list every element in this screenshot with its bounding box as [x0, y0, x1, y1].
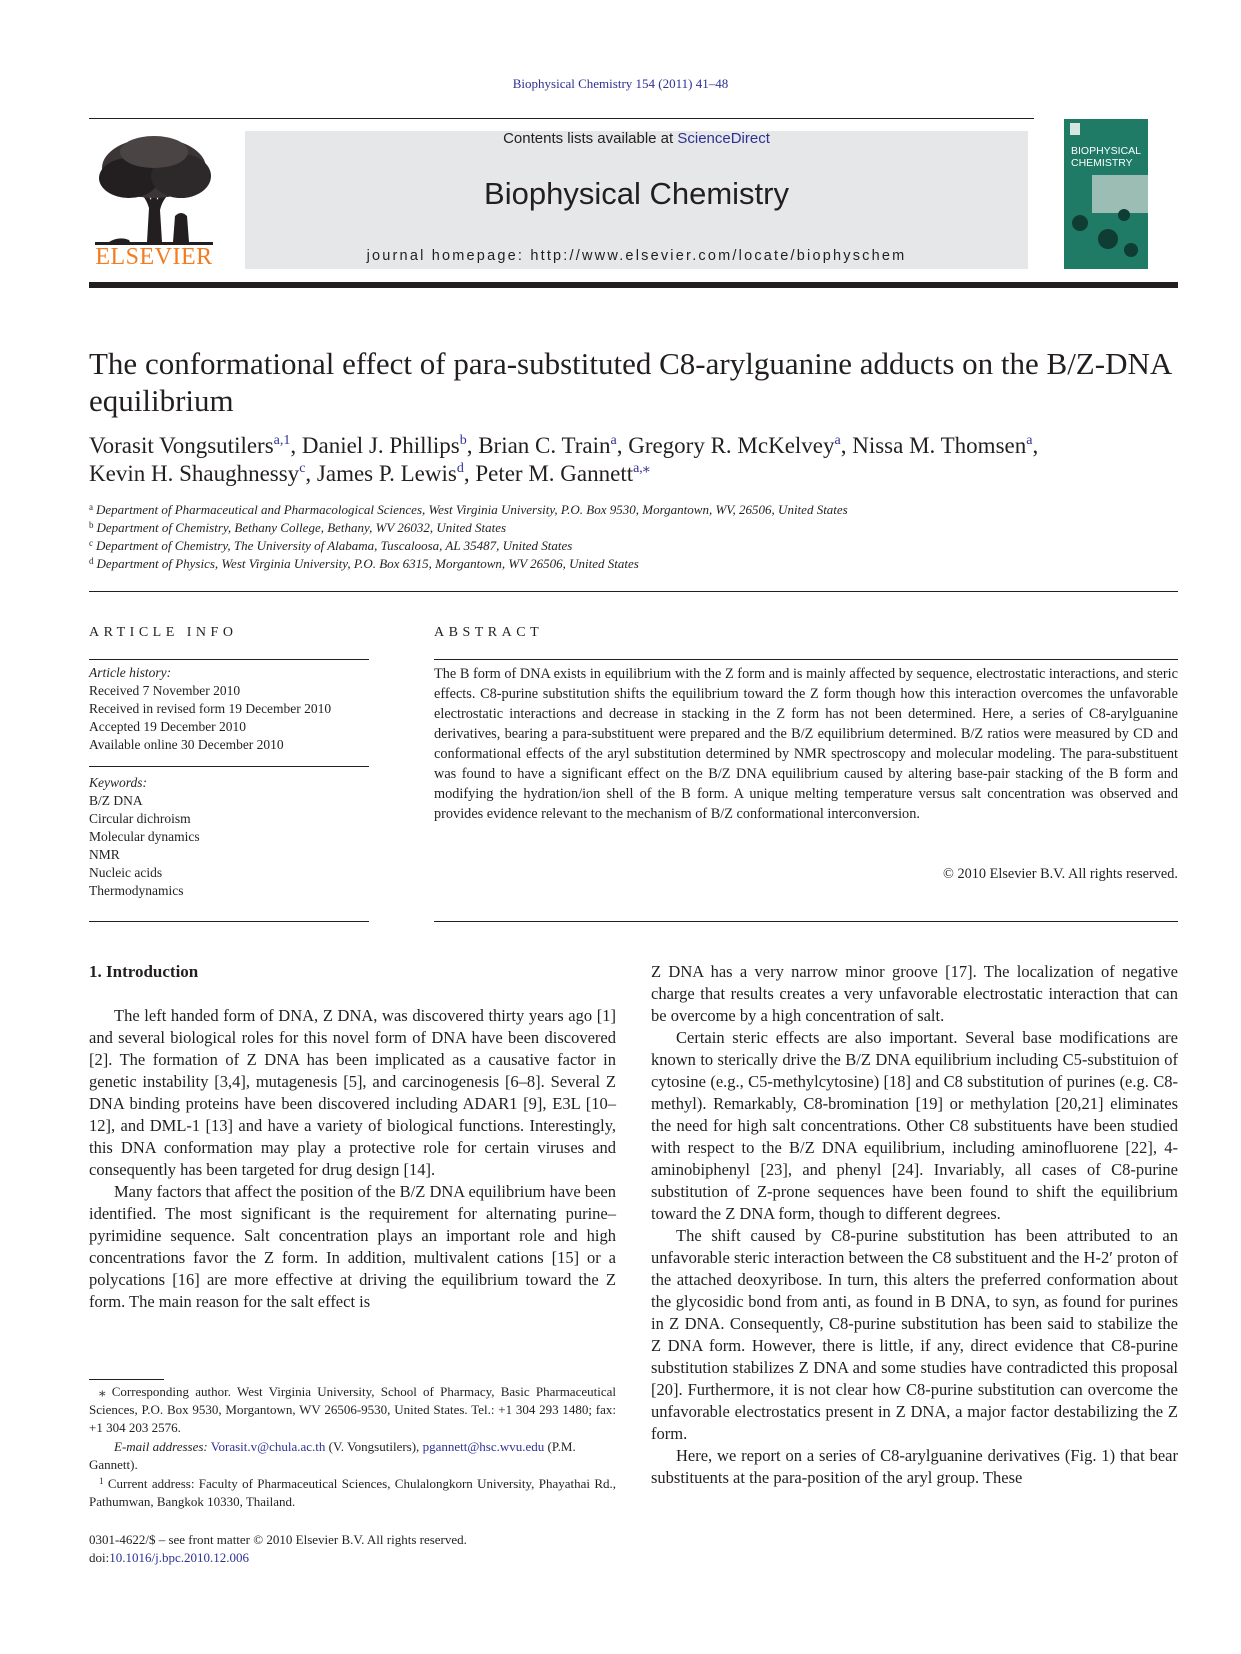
footnote-marker: 1 — [99, 1476, 104, 1486]
article-title: The conformational effect of para-substituted C8-arylguanine adducts on the B/Z-DNA equilibrium — [89, 346, 1171, 418]
body-paragraph: Many factors that affect the position of the B/Z DNA equilibrium have been identified. The most significant is the requirement for alternating purine–pyrimidine sequence. Salt concentration plays an important role and high concentrations favor the Z form. In addition, multivalent cations [15] or a polycations [16] are more effective at driving the equilibrium toward the Z form. The main reason for the salt effect is — [89, 1182, 616, 1311]
author-separator: , — [1032, 433, 1039, 458]
keywords-label: Keywords: — [89, 775, 147, 790]
author-separator: , — [305, 461, 317, 486]
author-affiliation-marker[interactable]: c — [299, 461, 306, 476]
keywords-rule — [89, 766, 369, 767]
abstract-heading: ABSTRACT — [434, 625, 544, 640]
article-info-heading: ARTICLE INFO — [89, 625, 238, 640]
author-affiliation-marker[interactable]: b — [459, 433, 467, 448]
body-column-right — [651, 961, 1178, 1489]
email-label: E-mail addresses: — [114, 1439, 208, 1454]
cover-sphere-icon — [1098, 229, 1118, 249]
current-address-note — [89, 1475, 616, 1511]
cover-sphere-icon — [1124, 243, 1138, 257]
keyword-item: Thermodynamics — [89, 883, 184, 898]
affiliation-list — [89, 501, 1178, 573]
email-link[interactable]: pgannett@hsc.wvu.edu — [422, 1439, 545, 1454]
author-affiliation-marker[interactable]: d — [456, 461, 464, 476]
keyword-item: B/Z DNA — [89, 793, 143, 808]
affiliation-item — [89, 555, 1178, 573]
section-heading-introduction: 1. Introduction — [89, 962, 199, 981]
author-name: James P. Lewis — [316, 461, 457, 486]
keyword-item: Circular dichroism — [89, 811, 191, 826]
contents-line — [245, 130, 1028, 147]
contents-prefix: Contents lists available at — [503, 130, 678, 147]
front-matter — [89, 1531, 689, 1567]
keyword-item: NMR — [89, 847, 120, 862]
affiliation-item — [89, 519, 1178, 537]
keyword-item: Nucleic acids — [89, 865, 163, 880]
sciencedirect-link[interactable]: ScienceDirect — [677, 130, 770, 147]
author-name: Kevin H. Shaughnessy — [89, 461, 300, 486]
article-info-rule — [89, 659, 369, 660]
email-link[interactable]: Vorasit.v@chula.ac.th — [210, 1439, 326, 1454]
affiliation-text: Department of Chemistry, Bethany College, Bethany, WV 26032, United States — [96, 520, 507, 535]
doi-link[interactable]: 10.1016/j.bpc.2010.12.006 — [109, 1550, 249, 1565]
elsevier-logo[interactable] — [89, 130, 219, 270]
author-name: Peter M. Gannett — [475, 461, 634, 486]
author-separator: , — [466, 433, 479, 458]
author-separator: , — [463, 461, 476, 486]
issn-line: 0301-4622/$ – see front matter © 2010 Elsevier B.V. All rights reserved. — [89, 1532, 467, 1547]
footnotes — [89, 1383, 616, 1512]
history-item: Received 7 November 2010 — [89, 683, 241, 698]
keywords-block — [89, 774, 369, 900]
affiliation-item — [89, 537, 1178, 555]
author-affiliation-marker[interactable]: a — [610, 433, 617, 448]
cover-panel — [1092, 175, 1148, 213]
body-paragraph: Here, we report on a series of C8-arylguanine derivatives (Fig. 1) that bear substituents at the para-position of the aryl group. These — [651, 1446, 1178, 1487]
doi-prefix: doi: — [89, 1550, 110, 1565]
author-name: Daniel J. Phillips — [301, 433, 460, 458]
email-note — [89, 1438, 616, 1474]
header-rule — [89, 282, 1178, 288]
body-paragraph: The shift caused by C8-purine substitution has been attributed to an unfavorable steric interaction between the C8 substituent and the H-2′ proton of the attached deoxyribose. In turn, this alters the preferred conformation about the glycosidic bond from anti, as found in B DNA, to syn, as found for purines in Z DNA. Consequently, C8-purine substitution has been said to stabilize the Z DNA form. However, there is little, if any, direct evidence that C8-purine substitution stabilizes Z DNA and some studies have contradicted this proposal [20]. Furthermore, it is not clear how C8-purine substitution can overcome the unfavorable electrostatics present in Z DNA, a major factor destabilizing the Z form. — [651, 1226, 1178, 1443]
article-history — [89, 664, 369, 754]
doi-line — [89, 1549, 689, 1567]
author-name: Gregory R. McKelvey — [628, 433, 835, 458]
author-separator: , — [290, 433, 302, 458]
author-name: Brian C. Train — [478, 433, 611, 458]
corresponding-author-note: ⁎ Corresponding author. West Virginia University, School of Pharmacy, Basic Pharmaceutical Sciences, P.O. Box 9530, Morgantown, WV 26506-9530, United States. Tel.: +1 304 293 1480; fax: +1 304 203 2576. — [89, 1384, 616, 1435]
section-rule — [89, 591, 1178, 592]
journal-name: Biophysical Chemistry — [484, 176, 789, 211]
current-address-text: Current address: Faculty of Pharmaceutical Sciences, Chulalongkorn University, Phayathai Rd., Pathumwan, Bangkok 10330, Thailand. — [89, 1476, 616, 1509]
author-separator: , — [840, 433, 853, 458]
author-affiliation-marker[interactable]: a,⁎ — [633, 461, 650, 476]
author-affiliation-marker[interactable]: a — [1026, 433, 1033, 448]
cover-sphere-icon — [1072, 215, 1088, 231]
email-owner: (V. Vongsutilers), — [325, 1439, 423, 1454]
author-name: Vorasit Vongsutilers — [89, 433, 274, 458]
affiliation-text: Department of Physics, West Virginia University, P.O. Box 6315, Morgantown, WV 26506, United States — [96, 556, 639, 571]
top-rule — [89, 118, 1034, 119]
affiliation-text: Department of Pharmaceutical and Pharmacological Sciences, West Virginia University, P.O. Box 9530, Morgantown, WV, 26506, United States — [96, 502, 848, 517]
body-paragraph: Certain steric effects are also important. Several base modifications are known to sterically drive the B/Z DNA equilibrium including C5-substituion of cytosine (e.g., C5-methylcytosine) [18] and C8 substitution of purines (e.g. C8-methyl). Remarkably, C8-bromination [19] or methylation [20,21] eliminates the need for high salt concentrations. Other C8 substituents have been studied with respect to the B/Z DNA equilibrium, including aminofluorene [22], 4-aminobiphenyl [23], and phenyl [24]. Invariably, all cases of C8-purine substitution of Z-prone sequences have been found to shift the equilibrium toward the Z DNA form, though to different degrees. — [651, 1028, 1178, 1223]
abstract-bottom-rule — [434, 921, 1178, 922]
elsevier-wordmark: ELSEVIER — [95, 244, 213, 270]
email-owner: (P.M. Gannett). — [89, 1439, 576, 1472]
journal-homepage-link[interactable]: journal homepage: http://www.elsevier.com/locate/biophyschem — [366, 248, 907, 264]
affiliation-marker: a — [89, 502, 93, 512]
abstract-copyright: © 2010 Elsevier B.V. All rights reserved. — [943, 866, 1178, 882]
history-item: Received in revised form 19 December 2010 — [89, 701, 332, 716]
journal-cover-thumbnail[interactable] — [1064, 119, 1148, 269]
author-name: Nissa M. Thomsen — [852, 433, 1027, 458]
affiliation-marker: b — [89, 520, 94, 530]
author-affiliation-marker[interactable]: a,1 — [273, 433, 291, 448]
history-item: Accepted 19 December 2010 — [89, 719, 247, 734]
cover-title: BIOPHYSICAL CHEMISTRY — [1071, 145, 1141, 169]
article-info-bottom-rule — [89, 921, 369, 922]
abstract-text: The B form of DNA exists in equilibrium with the Z form and is mainly affected by sequence, electrostatic interactions, and steric effects. C8-purine substitution shifts the equilibrium toward the Z form though how this interaction overcomes the unfavorable electrostatic interactions and decrease in stacking in the Z form has not been determined. Here, a series of C8-arylguanine derivatives, bearing a para-substituent were prepared and the B/Z equilibrium determined. B/Z ratios were measured by CD and conformational effects of the aryl substitution determined by NMR spectroscopy and molecular modeling. The para-substituent was found to have a significant effect on the B/Z DNA equilibrium caused by altering base-pair stacking of the B form and modifying the hydration/ion shell of the B form. A unique melting temperature versus salt concentration was observed and provides evidence relevant to the mechanism of B/Z conformational interconversion. — [434, 666, 1178, 822]
history-label: Article history: — [89, 665, 172, 680]
body-paragraph: The left handed form of DNA, Z DNA, was discovered thirty years ago [1] and several biological roles for this novel form of DNA have been discovered [2]. The formation of Z DNA has been implicated as a causative factor in genetic instability [3,4], mutagenesis [5], and carcinogenesis [6–8]. Several Z DNA binding proteins have been discovered including ADAR1 [9], E3L [10–12], and DML-1 [13] and have a variety of biological functions. Interestingly, this DNA conformation may play a protective role for certain viruses and consequently has been targeted for drug design [14]. — [89, 1006, 616, 1179]
history-item: Available online 30 December 2010 — [89, 737, 284, 752]
author-affiliation-marker[interactable]: a — [834, 433, 841, 448]
abstract-rule — [434, 659, 1178, 660]
footnote-rule — [89, 1379, 164, 1380]
body-column-left — [89, 1005, 616, 1313]
affiliation-text: Department of Chemistry, The University of Alabama, Tuscaloosa, AL 35487, United States — [96, 538, 573, 553]
cover-logo-icon — [1070, 123, 1080, 135]
affiliation-item — [89, 501, 1178, 519]
body-paragraph: Z DNA has a very narrow minor groove [17]. The localization of negative charge that results creates a very unfavorable electrostatic interaction that can be overcome by a high concentration of salt. — [651, 962, 1178, 1025]
author-list — [89, 432, 1178, 488]
author-separator: , — [616, 433, 629, 458]
cover-sphere-icon — [1118, 209, 1130, 221]
journal-citation[interactable]: Biophysical Chemistry 154 (2011) 41–48 — [512, 76, 729, 91]
affiliation-marker: d — [89, 556, 94, 566]
keyword-item: Molecular dynamics — [89, 829, 200, 844]
affiliation-marker: c — [89, 538, 93, 548]
